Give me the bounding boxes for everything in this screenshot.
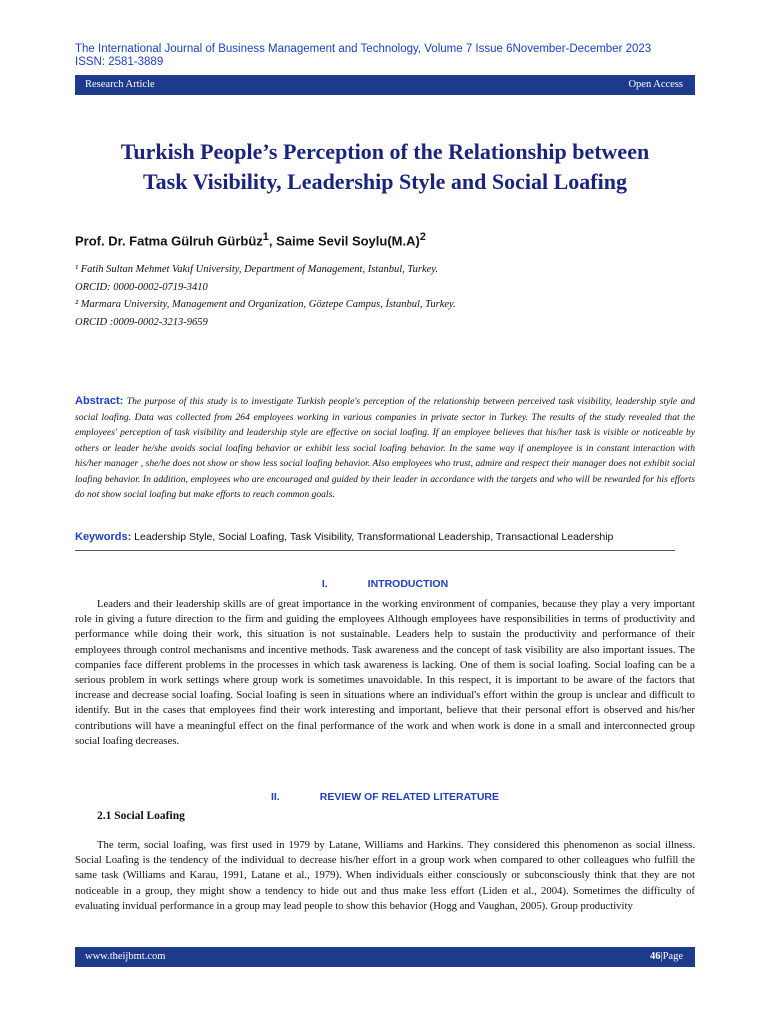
article-type-label: Research Article — [85, 79, 155, 90]
paragraph-text: The term, social loafing, was first used in 1979 by Latane, Williams and Harkins. They considered this phenomenon as social illness. Social Loafing is the tendency of the individual to decrease his/her effort in a group work when compared to other colleagues who fulfill the same task (Williams and Karau, 1991, Latane et al., 1979). When individuals either consciously or subconsciously think that they are not noticeable in a group, they might show a tendency to hide out and thus make less effort (Liden et al., 2004). Sometimes the difficulty of evaluating invidual performance in a group may lead people to show this behavior (Hogg and Vaughan, 2005). Group productivity — [75, 839, 695, 912]
author-list — [75, 231, 695, 248]
open-access-label: Open Access — [628, 79, 683, 90]
author-1-affil-mark: 1 — [262, 231, 269, 243]
keywords-label: Keywords: — [75, 531, 132, 543]
abstract-label: Abstract: — [75, 395, 124, 407]
paper-title-line-2: Task Visibility, Leadership Style and Social Loafing — [143, 169, 627, 194]
paragraph-text: Leaders and their leadership skills are of great importance in the working environment of companies, because they play a very important role in giving a future direction to the firm and guiding the employees Although employees have responsibilities in terms of productivity and performance while doing their work, this situation is not sustainable. Leaders help to sustain the productivity and performance of their employees through control mechanisms and incentive methods. Task awareness and the concept of task visibility are also important issues. The companies face different problems in the processes in which task awareness is lacking. One of them is social loafing. Social loafing can be a serious problem in work settings where group work is sometimes unavoidable. In this respect, it is important to be aware of the factors that increase and decrease social loafing. Social loafing is seen in situations where an individual's effort within the group is unclear and difficult to identify. But in the cases that employees find their work interesting and important, believe that their personal effort is observed and his/her contributions will have a meaningful effect on the final performance of the work and when work is done in a small and interconnected group social loafing decreases. — [75, 598, 695, 747]
section-heading-literature — [75, 791, 695, 803]
affiliations — [75, 261, 695, 331]
literature-paragraph — [75, 838, 695, 914]
keywords-text: Leadership Style, Social Loafing, Task Visibility, Transformational Leadership, Transactional Leadership — [134, 531, 614, 543]
journal-issn: ISSN: 2581-3889 — [75, 56, 164, 68]
abstract — [75, 394, 695, 503]
orcid-2: ORCID :0009-0002-3213-9659 — [75, 316, 208, 328]
footer-bar — [75, 947, 695, 967]
paper-title — [60, 137, 710, 197]
affiliation-1: ¹ Fatih Sultan Mehmet Vakıf University, Department of Management, Istanbul, Turkey. — [75, 264, 439, 275]
introduction-paragraph — [75, 597, 695, 749]
journal-citation: The International Journal of Business Management and Technology, Volume 7 Issue 6November-December 2023 — [75, 43, 652, 55]
keywords — [75, 531, 695, 543]
article-type-bar — [75, 75, 695, 95]
journal-header — [75, 43, 705, 69]
page-number-label: |Page — [660, 951, 683, 962]
section-title: REVIEW OF RELATED LITERATURE — [319, 791, 500, 803]
page-number — [650, 951, 683, 962]
author-2-affil-mark: 2 — [419, 231, 426, 243]
author-1: Prof. Dr. Fatma Gülruh Gürbüz — [75, 233, 263, 249]
section-title: INTRODUCTION — [367, 578, 449, 590]
keywords-divider — [75, 550, 675, 551]
section-number: II. — [270, 791, 280, 803]
page-number-value: 46 — [649, 951, 661, 962]
author-2: Saime Sevil Soylu(M.A) — [276, 233, 420, 249]
subsection-heading: 2.1 Social Loafing — [97, 810, 185, 822]
journal-website-link[interactable]: www.theijbmt.com — [85, 951, 166, 962]
affiliation-2: ² Marmara University, Management and Organization, Göztepe Campus, İstanbul, Turkey. — [75, 299, 456, 310]
section-number: I. — [321, 578, 328, 590]
orcid-1: ORCID: 0000-0002-0719-3410 — [75, 281, 208, 293]
paper-title-line-1: Turkish People’s Perception of the Relationship between — [120, 139, 650, 164]
section-heading-introduction — [75, 578, 695, 590]
author-separator: , — [268, 233, 277, 249]
abstract-text: The purpose of this study is to investigate Turkish people's perception of the relationship between perceived task visibility, leadership style and social loafing. Data was collected from 264 employees working in various companies in private sector in Turkey. The results of the study revealed that the employees' perception of task visibility and leadership style are effective on social loafing. If an employee believes that his/her task is visible or noticeable by others or leader he/she avoids social loafing behavior or exhibit less social loafing behavior. In the same way if anemployee is in constant interaction with his/her manager , she/he does not show or show less social loafing behavior. Also employees who trust, admire and respect their manager does not exhibit social loafing behavior. In addition, employees who are encouraged and guided by their leader in accordance with the targets and who will be rewarded for his efforts do not show social loafing but make efforts to reach common goals. — [75, 396, 695, 500]
